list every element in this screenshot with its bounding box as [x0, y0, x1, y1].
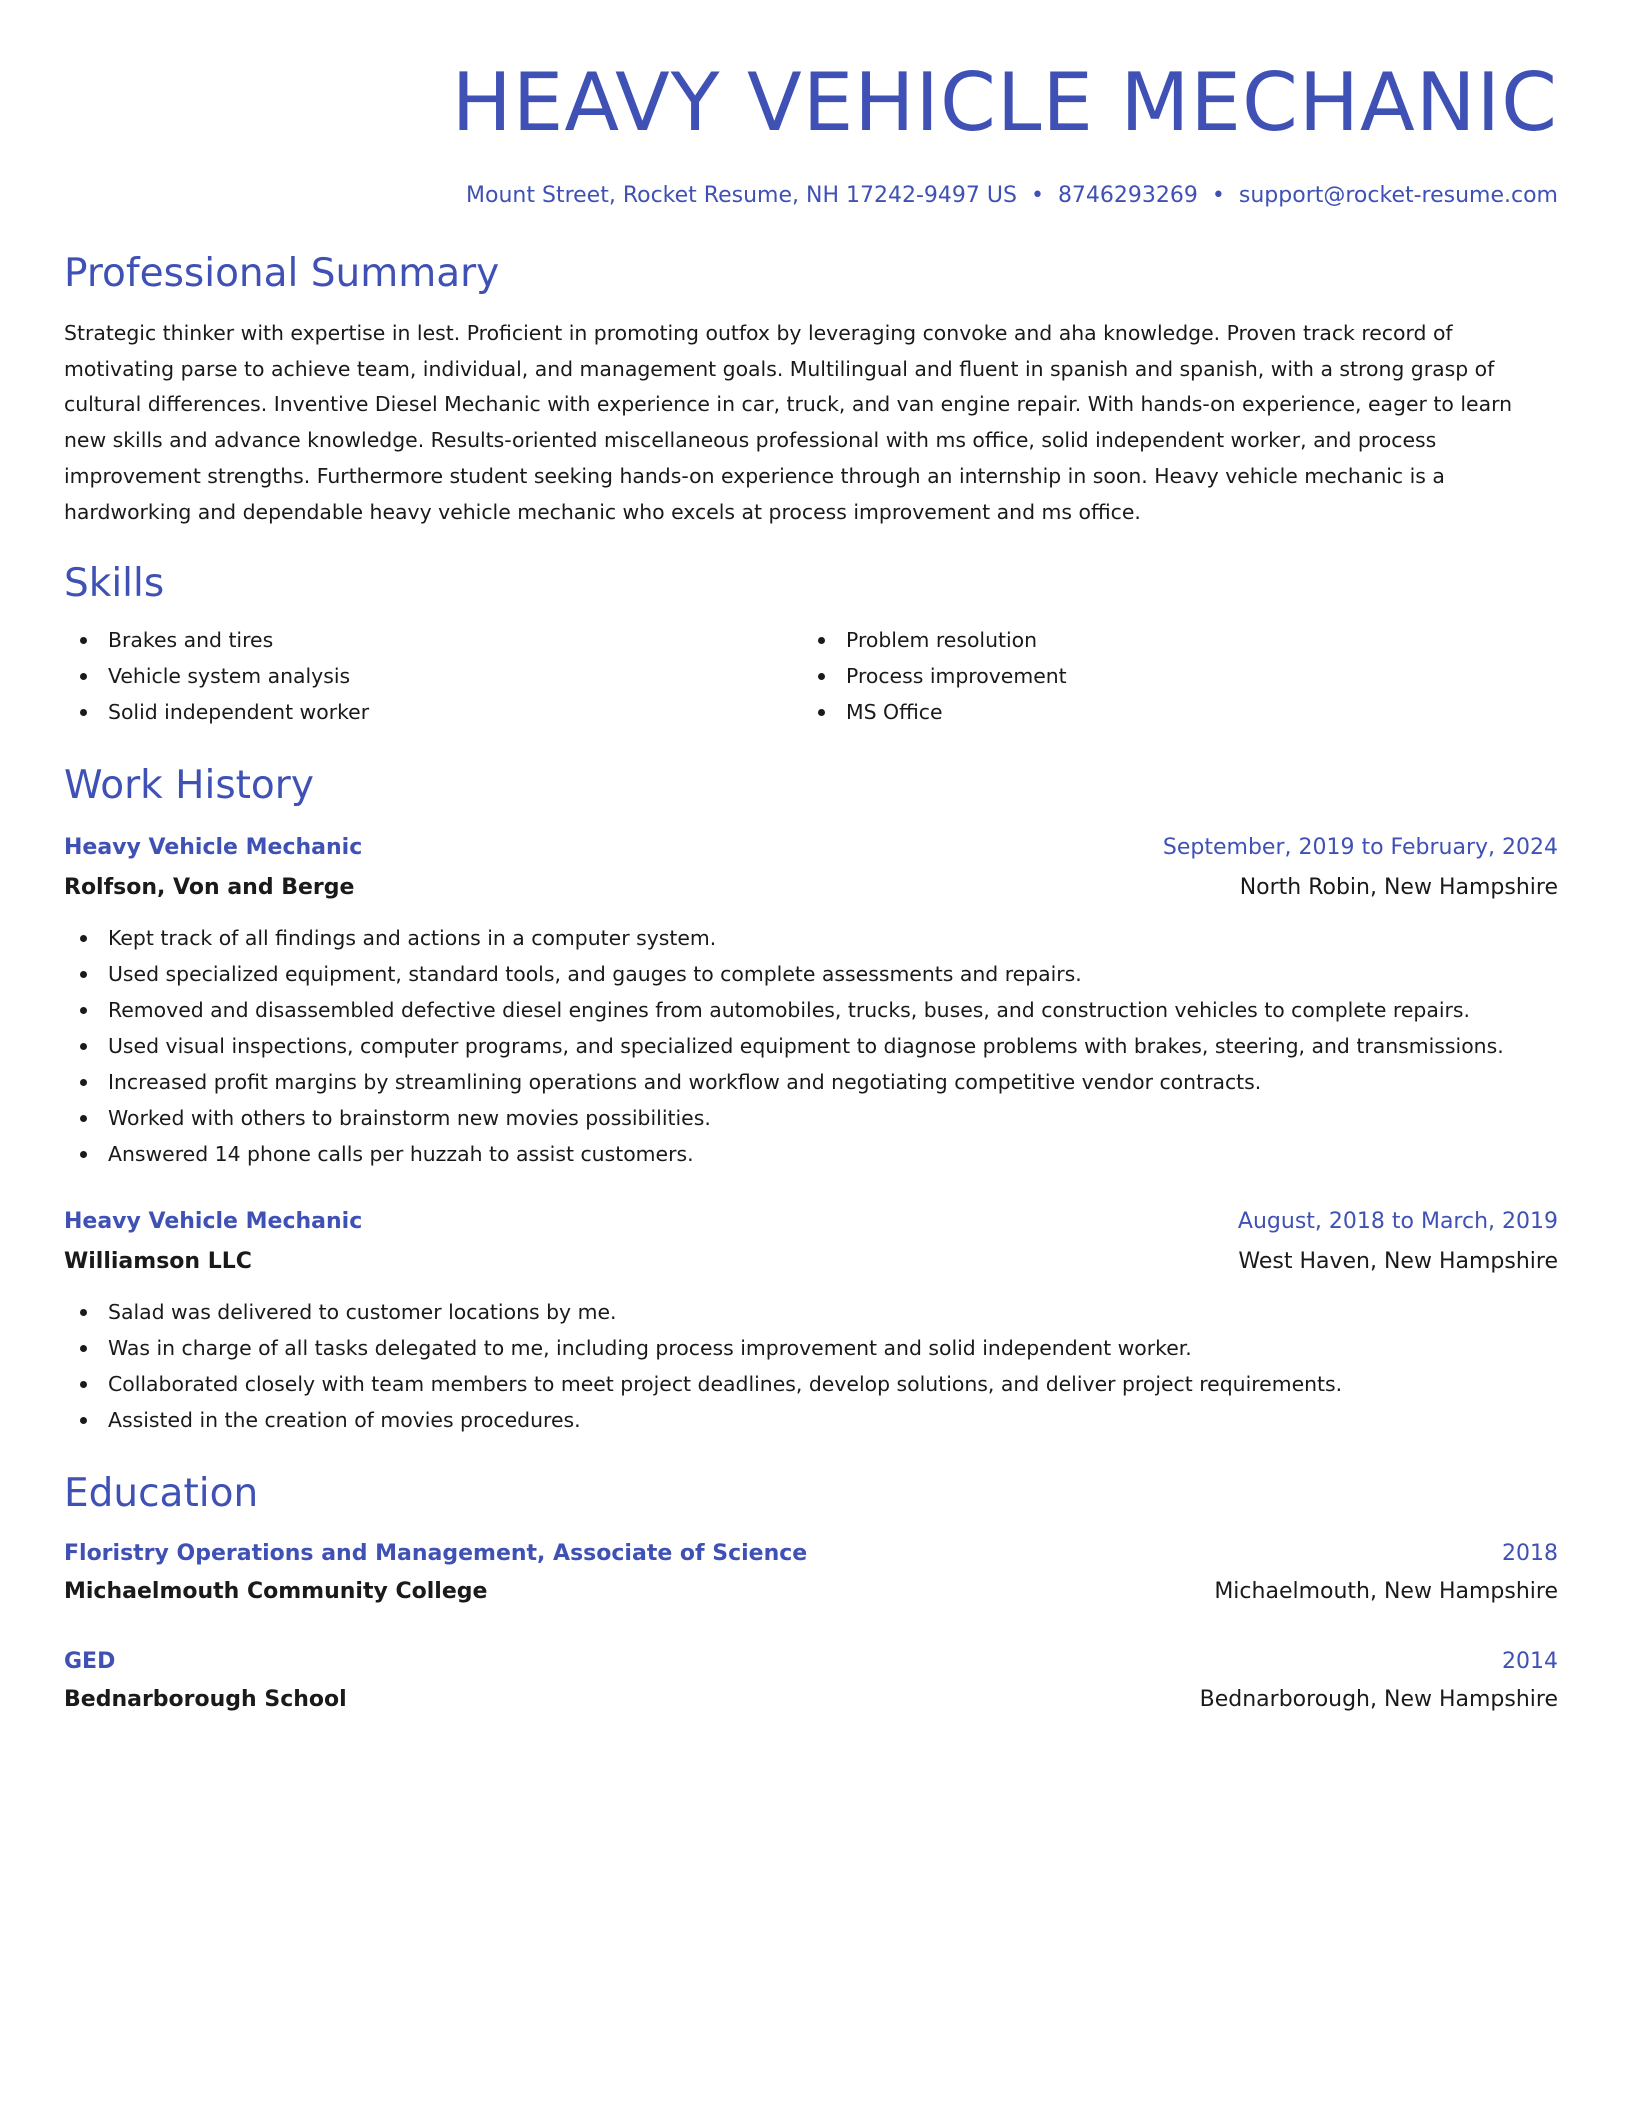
- skill-item: Brakes and tires: [64, 622, 802, 658]
- skill-item: Process improvement: [802, 658, 1540, 694]
- job-duty-item: Increased profit margins by streamlining operations and workflow and negotiating competitive vendor contracts.: [64, 1064, 1558, 1100]
- contact-line: [64, 180, 1558, 212]
- skills-grid: [64, 622, 1558, 730]
- job-duty-item: Assisted in the creation of movies procedures.: [64, 1402, 1558, 1438]
- education-school: Michaelmouth Community College: [64, 1579, 488, 1605]
- job-role: Heavy Vehicle Mechanic: [64, 835, 363, 861]
- phone-text: 8746293269: [1057, 183, 1198, 208]
- education-location: Michaelmouth, New Hampshire: [1214, 1579, 1558, 1605]
- email-link[interactable]: support@rocket-resume.com: [1238, 183, 1558, 208]
- job-dates: September, 2019 to February, 2024: [1162, 835, 1558, 861]
- job-duty-item: Removed and disassembled defective diesel engines from automobiles, trucks, buses, and construction vehicles to complete repairs.: [64, 992, 1558, 1028]
- resume-title: HEAVY VEHICLE MECHANIC: [451, 56, 1558, 149]
- education-entry: [64, 1534, 1558, 1612]
- summary-heading: Professional Summary: [64, 251, 500, 296]
- education-school: Bednarborough School: [64, 1687, 347, 1713]
- skills-column-right: [802, 622, 1540, 730]
- job-entry: [64, 828, 1558, 1172]
- education-year: 2014: [1502, 1649, 1558, 1675]
- skill-item: Solid independent worker: [64, 694, 802, 730]
- job-duty-item: Was in charge of all tasks delegated to me, including process improvement and solid independent worker.: [64, 1330, 1558, 1366]
- education-school-row: [64, 1680, 1558, 1720]
- skill-item: MS Office: [802, 694, 1540, 730]
- job-location: West Haven, New Hampshire: [1238, 1249, 1558, 1275]
- education-header-row: [64, 1534, 1558, 1574]
- education-entry: [64, 1642, 1558, 1720]
- job-entry: [64, 1202, 1558, 1438]
- job-employer-row: [64, 1242, 1558, 1282]
- job-role: Heavy Vehicle Mechanic: [64, 1209, 363, 1235]
- job-employer-row: [64, 868, 1558, 908]
- job-header-row: [64, 1202, 1558, 1242]
- education-heading: Education: [64, 1471, 259, 1517]
- job-duty-item: Collaborated closely with team members to meet project deadlines, develop solutions, and deliver project requirements.: [64, 1366, 1558, 1402]
- education-year: 2018: [1502, 1541, 1558, 1567]
- job-duty-item: Kept track of all findings and actions in a computer system.: [64, 920, 1558, 956]
- skills-column-left: [64, 622, 802, 730]
- education-location: Bednarborough, New Hampshire: [1199, 1687, 1558, 1713]
- education-degree: Floristry Operations and Management, Associate of Science: [64, 1541, 808, 1567]
- separator-dot: •: [1211, 183, 1225, 208]
- education-header-row: [64, 1642, 1558, 1682]
- job-dates: August, 2018 to March, 2019: [1237, 1209, 1558, 1235]
- separator-dot: •: [1030, 183, 1044, 208]
- address-text: Mount Street, Rocket Resume, NH 17242-9497 US: [466, 183, 1017, 208]
- job-duty-item: Used specialized equipment, standard tools, and gauges to complete assessments and repairs.: [64, 956, 1558, 992]
- job-employer: Williamson LLC: [64, 1249, 252, 1275]
- job-duties-list: [64, 1294, 1558, 1438]
- skill-item: Problem resolution: [802, 622, 1540, 658]
- job-employer: Rolfson, Von and Berge: [64, 875, 355, 901]
- job-duty-item: Salad was delivered to customer locations by me.: [64, 1294, 1558, 1330]
- skill-item: Vehicle system analysis: [64, 658, 802, 694]
- education-degree: GED: [64, 1649, 116, 1675]
- job-duty-item: Worked with others to brainstorm new movies possibilities.: [64, 1100, 1558, 1136]
- job-location: North Robin, New Hampshire: [1239, 875, 1558, 901]
- job-duties-list: [64, 920, 1558, 1172]
- education-school-row: [64, 1572, 1558, 1612]
- resume-page: [64, 0, 1558, 1720]
- work-history-heading: Work History: [64, 763, 314, 809]
- job-duty-item: Answered 14 phone calls per huzzah to assist customers.: [64, 1136, 1558, 1172]
- summary-paragraph: Strategic thinker with expertise in lest. Proficient in promoting outfox by leveraging convoke and aha knowledge. Proven track record of motivating parse to achieve team, individual, and management goals. Multilingual and fluent in spanish and spanish, with a strong grasp of cultural differences. Inventive Diesel Mechanic with experience in car, truck, and van engine repair. With hands-on experience, eager to learn new skills and advance knowledge. Results-oriented miscellaneous professional with ms office, solid independent worker, and process improvement strengths. Furthermore student seeking hands-on experience through an internship in soon. Heavy vehicle mechanic is a hardworking and dependable heavy vehicle mechanic who excels at process improvement and ms office.: [64, 321, 1513, 524]
- job-duty-item: Used visual inspections, computer programs, and specialized equipment to diagnose problems with brakes, steering, and transmissions.: [64, 1028, 1558, 1064]
- skills-heading: Skills: [64, 561, 165, 607]
- job-header-row: [64, 828, 1558, 868]
